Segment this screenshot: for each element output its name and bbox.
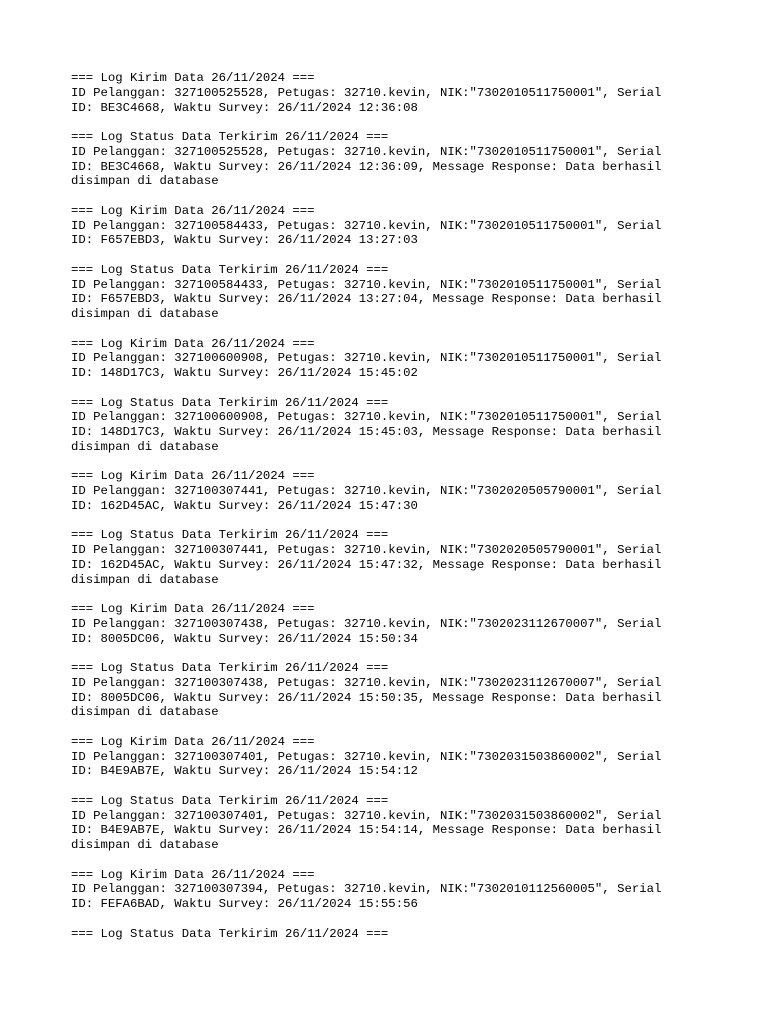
log-entry-status: [71, 794, 711, 853]
log-entry-line: ID: 148D17C3, Waktu Survey: 26/11/2024 15:45:03, Message Response: Data berhasil: [71, 425, 662, 439]
log-entry-header: === Log Status Data Terkirim 26/11/2024 ===: [71, 395, 389, 410]
log-entry-header: === Log Status Data Terkirim 26/11/2024 ===: [71, 130, 389, 144]
log-entry-status: [71, 528, 711, 587]
log-entry-header: === Log Kirim Data 26/11/2024 ===: [71, 867, 315, 882]
log-entry-header: === Log Kirim Data 26/11/2024 ===: [71, 71, 315, 85]
log-entry-line: disimpan di database: [71, 572, 219, 587]
log-entry-line: ID Pelanggan: 327100307438, Petugas: 32710.kevin, NIK:"7302023112670007", Serial: [71, 616, 662, 631]
log-entry-status: [71, 927, 711, 942]
log-entry-send: [71, 469, 711, 513]
log-entry-send: [71, 868, 711, 912]
log-entry-line: ID Pelanggan: 327100584433, Petugas: 32710.kevin, NIK:"7302010511750001", Serial: [71, 277, 662, 292]
log-entry-line: disimpan di database: [71, 439, 219, 454]
log-entry-header: === Log Kirim Data 26/11/2024 ===: [71, 336, 315, 351]
log-entry-status: [71, 263, 711, 322]
log-entry-status: [71, 130, 711, 189]
log-entry-line: ID Pelanggan: 327100600908, Petugas: 32710.kevin, NIK:"7302010511750001", Serial: [71, 410, 662, 425]
log-entry-header: === Log Kirim Data 26/11/2024 ===: [71, 469, 315, 484]
log-entry-line: ID: F657EBD3, Waktu Survey: 26/11/2024 13:27:03: [71, 233, 418, 248]
log-document: [71, 71, 711, 956]
log-entry-line: ID Pelanggan: 327100307441, Petugas: 32710.kevin, NIK:"7302020505790001", Serial: [71, 543, 662, 557]
log-entry-line: ID Pelanggan: 327100307438, Petugas: 32710.kevin, NIK:"7302023112670007", Serial: [71, 675, 662, 690]
log-entry-status: [71, 661, 711, 720]
log-entry-send: [71, 204, 711, 248]
log-entry-header: === Log Status Data Terkirim 26/11/2024 ===: [71, 793, 389, 808]
log-entry-status: [71, 396, 711, 455]
log-entry-line: ID Pelanggan: 327100600908, Petugas: 32710.kevin, NIK:"7302010511750001", Serial: [71, 351, 662, 366]
log-entry-send: [71, 735, 711, 779]
log-entry-line: ID Pelanggan: 327100525528, Petugas: 32710.kevin, NIK:"7302010511750001", Serial: [71, 85, 662, 100]
log-entry-send: [71, 602, 711, 646]
log-entry-header: === Log Status Data Terkirim 26/11/2024 ===: [71, 262, 389, 277]
log-entry-send: [71, 337, 711, 381]
log-entry-line: ID: 8005DC06, Waktu Survey: 26/11/2024 15:50:34: [71, 631, 418, 646]
log-entry-line: ID Pelanggan: 327100584433, Petugas: 32710.kevin, NIK:"7302010511750001", Serial: [71, 218, 662, 233]
log-entry-line: ID: 148D17C3, Waktu Survey: 26/11/2024 15:45:02: [71, 366, 418, 380]
log-entry-header: === Log Kirim Data 26/11/2024 ===: [71, 602, 315, 616]
log-entry-line: ID: FEFA6BAD, Waktu Survey: 26/11/2024 15:55:56: [71, 897, 418, 911]
log-entry-line: ID Pelanggan: 327100525528, Petugas: 32710.kevin, NIK:"7302010511750001", Serial: [71, 144, 662, 159]
log-entry-line: ID: 162D45AC, Waktu Survey: 26/11/2024 15:47:32, Message Response: Data berhasil: [71, 557, 662, 572]
log-entry-line: ID Pelanggan: 327100307401, Petugas: 32710.kevin, NIK:"7302031503860002", Serial: [71, 749, 662, 764]
log-entry-line: disimpan di database: [71, 174, 219, 189]
log-entry-header: === Log Status Data Terkirim 26/11/2024 ===: [71, 528, 389, 543]
log-entry-line: ID: BE3C4668, Waktu Survey: 26/11/2024 12:36:08: [71, 100, 418, 115]
log-entry-line: ID: 162D45AC, Waktu Survey: 26/11/2024 15:47:30: [71, 498, 418, 513]
log-entry-line: ID: 8005DC06, Waktu Survey: 26/11/2024 15:50:35, Message Response: Data berhasil: [71, 690, 662, 705]
log-entry-line: ID Pelanggan: 327100307441, Petugas: 32710.kevin, NIK:"7302020505790001", Serial: [71, 484, 662, 498]
log-entry-line: ID: F657EBD3, Waktu Survey: 26/11/2024 13:27:04, Message Response: Data berhasil: [71, 292, 662, 307]
log-entry-header: === Log Status Data Terkirim 26/11/2024 ===: [71, 661, 389, 675]
log-entry-line: disimpan di database: [71, 705, 219, 720]
log-entry-header: === Log Kirim Data 26/11/2024 ===: [71, 734, 315, 749]
log-entry-send: [71, 71, 711, 115]
log-entry-header: === Log Kirim Data 26/11/2024 ===: [71, 203, 315, 218]
log-entry-header: === Log Status Data Terkirim 26/11/2024 ===: [71, 926, 389, 941]
log-entry-line: ID: BE3C4668, Waktu Survey: 26/11/2024 12:36:09, Message Response: Data berhasil: [71, 159, 662, 174]
log-entry-line: disimpan di database: [71, 307, 219, 321]
log-entry-line: ID Pelanggan: 327100307401, Petugas: 32710.kevin, NIK:"7302031503860002", Serial: [71, 808, 662, 823]
log-entry-line: ID: B4E9AB7E, Waktu Survey: 26/11/2024 15:54:14, Message Response: Data berhasil: [71, 823, 662, 838]
log-entry-line: ID: B4E9AB7E, Waktu Survey: 26/11/2024 15:54:12: [71, 764, 418, 779]
log-entry-line: disimpan di database: [71, 838, 219, 852]
log-entry-line: ID Pelanggan: 327100307394, Petugas: 32710.kevin, NIK:"7302010112560005", Serial: [71, 882, 662, 897]
